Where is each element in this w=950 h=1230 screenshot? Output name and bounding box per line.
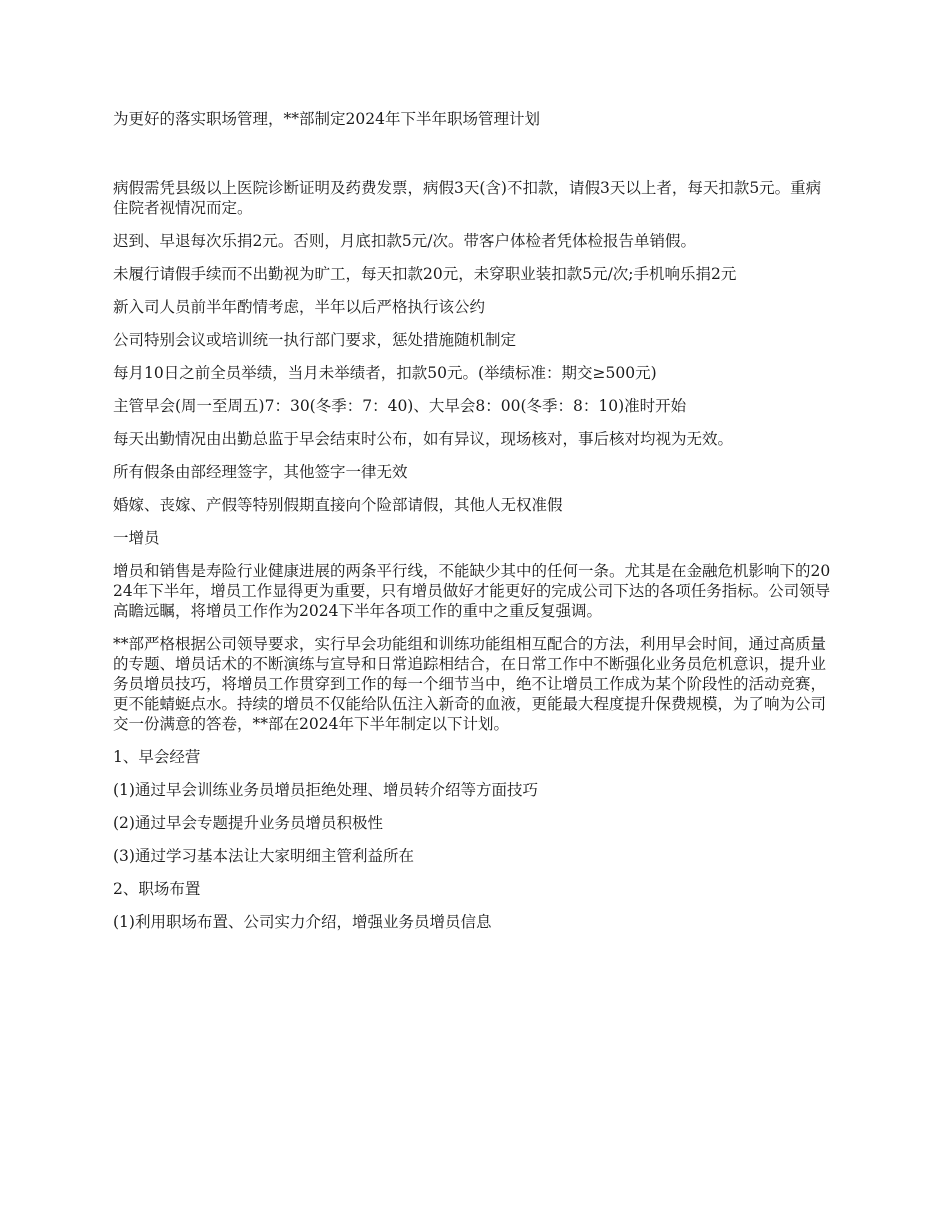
paragraph-special-meeting: 公司特别会议或培训统一执行部门要求，惩处措施随机制定	[113, 331, 517, 349]
section-heading-recruitment: 一增员	[113, 529, 160, 547]
paragraph-late-early: 迟到、早退每次乐捐2元。否则，月底扣款5元/次。带客户体检者凭体检报告单销假。	[113, 232, 696, 250]
paragraph-monthly-performance: 每月10日之前全员举绩，当月未举绩者，扣款50元。(举绩标准：期交≥500元)	[113, 364, 657, 382]
paragraph-new-staff: 新入司人员前半年酌情考虑，半年以后严格执行该公约	[113, 298, 486, 316]
paragraph-morning-meeting-time: 主管早会(周一至周五)7：30(冬季：7：40)、大早会8：00(冬季：8：10)准时开始	[113, 397, 687, 415]
paragraph-sick-leave: 病假需凭县级以上医院诊断证明及药费发票，病假3天(含)不扣款，请假3天以上者，每天扣款5元。重病住院者视情况而定。	[113, 179, 822, 217]
list-item: (1)利用职场布置、公司实力介绍，增强业务员增员信息	[113, 913, 492, 931]
paragraph-leave-signature: 所有假条由部经理签字，其他签字一律无效	[113, 463, 408, 481]
subheading-workplace-layout: 2、职场布置	[113, 880, 201, 898]
document-page	[113, 108, 835, 945]
paragraph-recruitment-method: **部严格根据公司领导要求，实行早会功能组和训练功能组相互配合的方法，利用早会时间，通过高质量的专题、增员话术的不断演练与宣导和日常追踪相结合，在日常工作中不断强化业务员危机意识，提升业务员增员技巧，将增员工作贯穿到工作的每一个细节当中，绝不让增员工作成为某个阶段性的活动竞赛，更不能蜻蜓点水。持续的增员不仅能给队伍注入新奇的血液，更能最大程度提升保费规模，为了响为公司交一份满意的答卷，**部在2024年下半年制定以下计划。	[113, 635, 827, 733]
paragraph-attendance: 每天出勤情况由出勤总监于早会结束时公布，如有异议，现场核对，事后核对均视为无效。	[113, 430, 734, 448]
list-item: (1)通过早会训练业务员增员拒绝处理、增员转介绍等方面技巧	[113, 781, 538, 799]
list-item: (3)通过学习基本法让大家明细主管利益所在	[113, 847, 414, 865]
subheading-morning-meeting: 1、早会经营	[113, 748, 201, 766]
list-item: (2)通过早会专题提升业务员增员积极性	[113, 814, 383, 832]
paragraph-recruitment-intro: 增员和销售是寿险行业健康进展的两条平行线，不能缺少其中的任何一条。尤其是在金融危机影响下的2024年下半年，增员工作显得更为重要，只有增员做好才能更好的完成公司下达的各项任务指标。公司领导高瞻远瞩，将增员工作作为2024下半年各项工作的重中之重反复强调。	[113, 562, 831, 620]
document-title: 为更好的落实职场管理，**部制定2024年下半年职场管理计划	[113, 110, 540, 128]
paragraph-special-leave: 婚嫁、丧嫁、产假等特别假期直接向个险部请假，其他人无权准假	[113, 496, 563, 514]
paragraph-absence: 未履行请假手续而不出勤视为旷工，每天扣款20元，未穿职业装扣款5元/次;手机响乐捐2元	[113, 265, 737, 283]
